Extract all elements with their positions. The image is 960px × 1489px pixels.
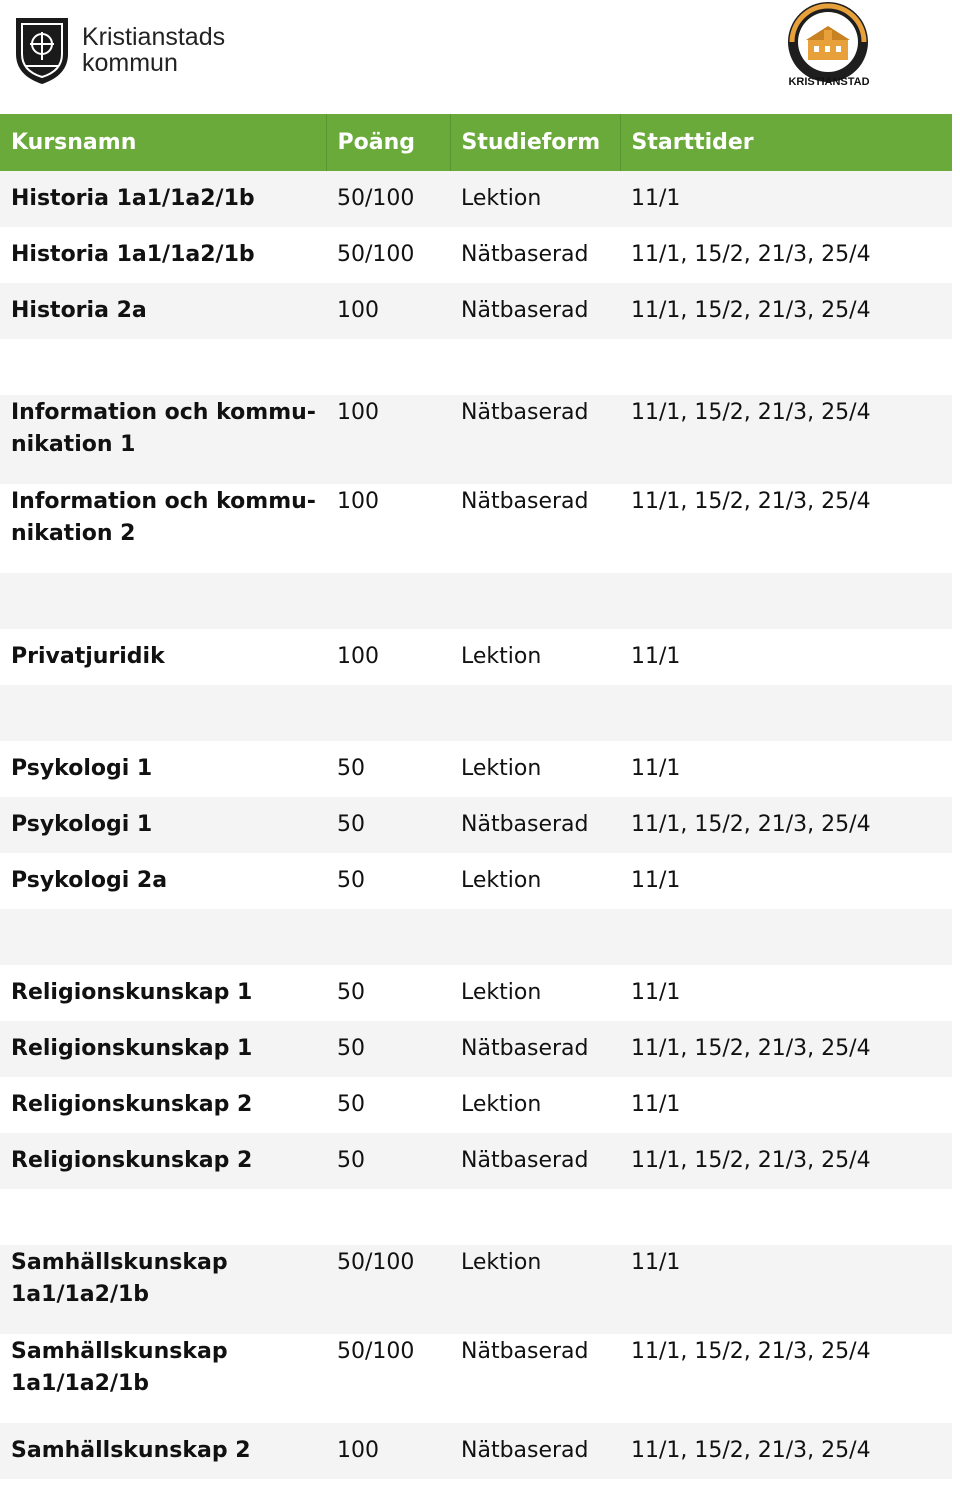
course-study-form: Lektion: [450, 171, 620, 227]
course-start-dates: 11/1, 15/2, 21/3, 25/4: [620, 1021, 952, 1077]
column-header-study-form: Studieform: [450, 114, 620, 171]
course-points: 100: [326, 395, 450, 484]
course-start-dates: 11/1, 15/2, 21/3, 25/4: [620, 484, 952, 573]
course-study-form: Nätbaserad: [450, 283, 620, 339]
course-name: Samhällskunskap 1a1/1a2/1b: [0, 1245, 326, 1334]
table-row: [0, 1133, 952, 1189]
course-start-dates: 11/1: [620, 1245, 952, 1334]
course-points: 50: [326, 797, 450, 853]
course-name: Historia 2a: [0, 283, 326, 339]
course-start-dates: 11/1: [620, 171, 952, 227]
table-row: [0, 1423, 952, 1479]
course-name: Religionskunskap 2: [0, 1133, 326, 1189]
course-start-dates: 11/1, 15/2, 21/3, 25/4: [620, 395, 952, 484]
course-name: Information och kommu-nikation 1: [0, 395, 326, 484]
course-name: Historia 1a1/1a2/1b: [0, 227, 326, 283]
column-header-points: Poäng: [326, 114, 450, 171]
course-points: 50: [326, 741, 450, 797]
course-points: 50/100: [326, 227, 450, 283]
table-row: [0, 395, 952, 484]
table-row: [0, 1021, 952, 1077]
course-name: Information och kommu-nikation 2: [0, 484, 326, 573]
course-points: 100: [326, 1423, 450, 1479]
brand-line-2: kommun: [82, 49, 178, 77]
course-name: Religionskunskap 1: [0, 965, 326, 1021]
table-row: [0, 227, 952, 283]
table-row: [0, 797, 952, 853]
table-row: [0, 1334, 952, 1423]
course-start-dates: 11/1, 15/2, 21/3, 25/4: [620, 1133, 952, 1189]
course-start-dates: 11/1: [620, 1077, 952, 1133]
course-name: Religionskunskap 1: [0, 1021, 326, 1077]
course-study-form: Nätbaserad: [450, 1423, 620, 1479]
table-row: [0, 853, 952, 909]
course-points: 100: [326, 484, 450, 573]
course-study-form: Nätbaserad: [450, 1021, 620, 1077]
table-spacer-row: [0, 685, 952, 741]
table-row: [0, 1077, 952, 1133]
table-spacer-row: [0, 909, 952, 965]
table-row: [0, 965, 952, 1021]
course-study-form: Nätbaserad: [450, 484, 620, 573]
course-study-form: Lektion: [450, 629, 620, 685]
course-start-dates: 11/1: [620, 965, 952, 1021]
course-name: Samhällskunskap 1a1/1a2/1b: [0, 1334, 326, 1423]
page-header: [0, 0, 960, 112]
course-start-dates: 11/1: [620, 741, 952, 797]
course-points: 50: [326, 1133, 450, 1189]
course-study-form: Lektion: [450, 741, 620, 797]
table-spacer-row: [0, 573, 952, 629]
table-row: [0, 484, 952, 573]
course-start-dates: 11/1: [620, 629, 952, 685]
course-points: 50/100: [326, 171, 450, 227]
table-row: [0, 283, 952, 339]
course-table-header: [0, 114, 952, 171]
table-row: [0, 171, 952, 227]
course-points: 50: [326, 853, 450, 909]
table-spacer-row: [0, 1189, 952, 1245]
course-name: Psykologi 1: [0, 797, 326, 853]
course-points: 50/100: [326, 1245, 450, 1334]
course-start-dates: 11/1, 15/2, 21/3, 25/4: [620, 1423, 952, 1479]
coat-of-arms-logo: [10, 14, 74, 86]
table-row: [0, 741, 952, 797]
course-name: Religionskunskap 2: [0, 1077, 326, 1133]
course-name: Privatjuridik: [0, 629, 326, 685]
badge-caption: KRISTIANSTAD: [788, 76, 870, 88]
course-study-form: Nätbaserad: [450, 797, 620, 853]
course-points: 50: [326, 1077, 450, 1133]
course-study-form: Nätbaserad: [450, 395, 620, 484]
table-spacer-row: [0, 339, 952, 395]
column-header-start-dates: Starttider: [620, 114, 952, 171]
course-start-dates: 11/1, 15/2, 21/3, 25/4: [620, 797, 952, 853]
brand-name: [82, 24, 225, 76]
course-points: 100: [326, 629, 450, 685]
course-start-dates: 11/1: [620, 853, 952, 909]
course-study-form: Nätbaserad: [450, 1133, 620, 1189]
course-study-form: Nätbaserad: [450, 227, 620, 283]
course-points: 50/100: [326, 1334, 450, 1423]
brand-line-1: Kristianstads: [82, 23, 226, 51]
course-study-form: Lektion: [450, 1077, 620, 1133]
course-points: 100: [326, 283, 450, 339]
course-name: Psykologi 2a: [0, 853, 326, 909]
course-start-dates: 11/1, 15/2, 21/3, 25/4: [620, 227, 952, 283]
course-start-dates: 11/1, 15/2, 21/3, 25/4: [620, 1334, 952, 1423]
table-row: [0, 629, 952, 685]
table-row: [0, 1245, 952, 1334]
course-name: Psykologi 1: [0, 741, 326, 797]
course-study-form: Lektion: [450, 965, 620, 1021]
course-name: Historia 1a1/1a2/1b: [0, 171, 326, 227]
course-study-form: Nätbaserad: [450, 1334, 620, 1423]
course-study-form: Lektion: [450, 853, 620, 909]
course-table: [0, 114, 952, 1479]
course-points: 50: [326, 965, 450, 1021]
course-start-dates: 11/1, 15/2, 21/3, 25/4: [620, 283, 952, 339]
course-study-form: Lektion: [450, 1245, 620, 1334]
column-header-course-name: Kursnamn: [0, 114, 326, 171]
course-points: 50: [326, 1021, 450, 1077]
course-name: Samhällskunskap 2: [0, 1423, 326, 1479]
